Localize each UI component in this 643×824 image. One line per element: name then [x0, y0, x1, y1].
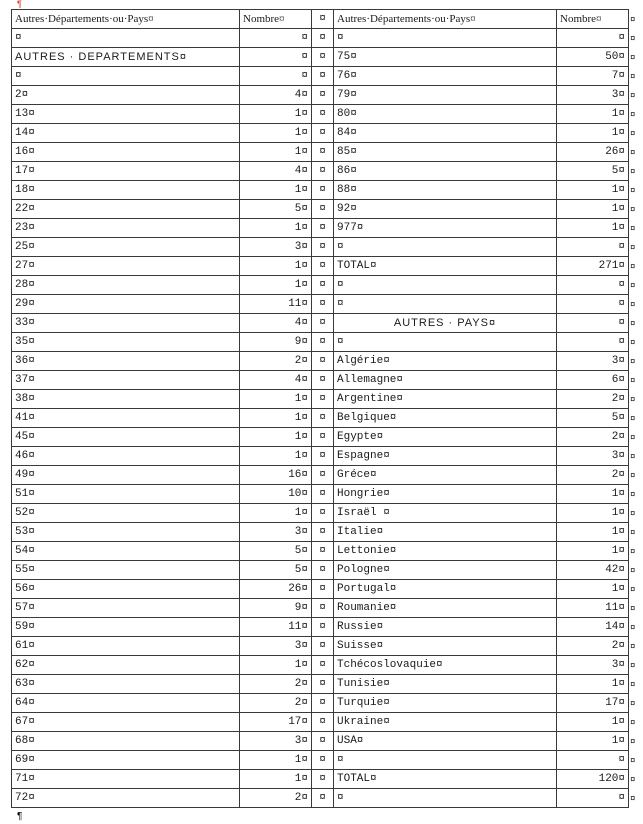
- row-end-mark: ¤: [630, 642, 636, 652]
- row-left-count: 11¤: [240, 618, 312, 637]
- row-left-count: 1¤: [240, 656, 312, 675]
- row-right-count: 1¤: [557, 485, 629, 504]
- row-right-label: Gréce¤: [334, 466, 557, 485]
- row-spacer: ¤: [312, 504, 334, 523]
- row-left-count: 11¤: [240, 295, 312, 314]
- row-left-label: 38¤: [12, 390, 240, 409]
- row-spacer: ¤: [312, 390, 334, 409]
- table-row: [12, 561, 629, 580]
- row-right-label: ¤: [334, 276, 557, 295]
- table-row: [12, 523, 629, 542]
- row-spacer: ¤: [312, 409, 334, 428]
- row-left-label: 68¤: [12, 732, 240, 751]
- row-right-count: 1¤: [557, 580, 629, 599]
- table-row: [12, 200, 629, 219]
- row-right-count: 11¤: [557, 599, 629, 618]
- row-end-mark: ¤: [630, 585, 636, 595]
- row-left-label: 13¤: [12, 105, 240, 124]
- table-row: [12, 675, 629, 694]
- row-left-label: 17¤: [12, 162, 240, 181]
- row-right-label: 79¤: [334, 86, 557, 105]
- row-left-label: 25¤: [12, 238, 240, 257]
- row-left-label: 55¤: [12, 561, 240, 580]
- row-end-mark: ¤: [630, 661, 636, 671]
- row-right-count: ¤: [557, 751, 629, 770]
- header-right-count: Nombre¤: [557, 10, 629, 29]
- row-right-count: 1¤: [557, 713, 629, 732]
- row-left-label: 56¤: [12, 580, 240, 599]
- row-spacer: ¤: [312, 428, 334, 447]
- table-row: [12, 48, 629, 67]
- row-left-count: 3¤: [240, 637, 312, 656]
- row-right-label: 85¤: [334, 143, 557, 162]
- table-row: [12, 485, 629, 504]
- row-left-label: ¤: [12, 67, 240, 86]
- table-row: [12, 542, 629, 561]
- row-left-label: 61¤: [12, 637, 240, 656]
- row-left-count: 1¤: [240, 105, 312, 124]
- row-right-count: 1¤: [557, 200, 629, 219]
- table-row: [12, 599, 629, 618]
- row-end-mark: ¤: [630, 604, 636, 614]
- row-left-label: 64¤: [12, 694, 240, 713]
- row-right-count: 2¤: [557, 637, 629, 656]
- row-end-mark: ¤: [630, 433, 636, 443]
- row-right-count: 3¤: [557, 656, 629, 675]
- row-right-count: ¤: [557, 789, 629, 808]
- row-spacer: ¤: [312, 580, 334, 599]
- row-end-mark: ¤: [630, 186, 636, 196]
- row-left-count: 1¤: [240, 143, 312, 162]
- row-left-count: 1¤: [240, 751, 312, 770]
- row-spacer: ¤: [312, 124, 334, 143]
- table-row: [12, 751, 629, 770]
- row-spacer: ¤: [312, 618, 334, 637]
- row-left-label: 62¤: [12, 656, 240, 675]
- row-end-mark: ¤: [630, 15, 636, 25]
- row-end-mark: ¤: [630, 452, 636, 462]
- row-left-count: 1¤: [240, 181, 312, 200]
- table-row: [12, 276, 629, 295]
- row-left-count: 26¤: [240, 580, 312, 599]
- row-left-label: 28¤: [12, 276, 240, 295]
- table-row: [12, 352, 629, 371]
- row-right-label: Espagne¤: [334, 447, 557, 466]
- row-left-label: ¤: [12, 29, 240, 48]
- row-end-mark: ¤: [630, 566, 636, 576]
- row-right-count: 2¤: [557, 428, 629, 447]
- row-left-count: 4¤: [240, 314, 312, 333]
- row-left-label: 72¤: [12, 789, 240, 808]
- table-row: [12, 67, 629, 86]
- row-left-count: 5¤: [240, 200, 312, 219]
- table-row: [12, 219, 629, 238]
- row-left-label: 45¤: [12, 428, 240, 447]
- row-left-count: 2¤: [240, 694, 312, 713]
- row-right-count: 3¤: [557, 352, 629, 371]
- row-right-count: 5¤: [557, 409, 629, 428]
- row-left-label: 14¤: [12, 124, 240, 143]
- row-left-count: 5¤: [240, 542, 312, 561]
- paragraph-mark-top: ¶: [17, 0, 22, 9]
- row-right-count: 7¤: [557, 67, 629, 86]
- row-right-count: ¤: [557, 276, 629, 295]
- table-row: [12, 333, 629, 352]
- row-right-label: Egypte¤: [334, 428, 557, 447]
- table-row: [12, 580, 629, 599]
- row-spacer: ¤: [312, 181, 334, 200]
- row-left-count: 3¤: [240, 523, 312, 542]
- row-right-count: 3¤: [557, 447, 629, 466]
- row-left-count: 3¤: [240, 732, 312, 751]
- row-spacer: ¤: [312, 751, 334, 770]
- table-row: [12, 409, 629, 428]
- row-spacer: ¤: [312, 86, 334, 105]
- header-left-label: Autres·Départements·ou·Pays¤: [12, 10, 240, 29]
- row-left-label: 35¤: [12, 333, 240, 352]
- row-end-mark: ¤: [630, 357, 636, 367]
- table-row: [12, 105, 629, 124]
- row-end-mark: ¤: [630, 319, 636, 329]
- row-end-mark: ¤: [630, 129, 636, 139]
- row-end-mark: ¤: [630, 794, 636, 804]
- row-spacer: ¤: [312, 599, 334, 618]
- header-row: [12, 10, 629, 29]
- row-right-label: USA¤: [334, 732, 557, 751]
- row-spacer: ¤: [312, 200, 334, 219]
- row-left-label: 2¤: [12, 86, 240, 105]
- row-left-label: 16¤: [12, 143, 240, 162]
- table-row: [12, 637, 629, 656]
- row-right-count: 26¤: [557, 143, 629, 162]
- row-left-label: 69¤: [12, 751, 240, 770]
- row-right-count: ¤: [557, 314, 629, 333]
- row-right-count: 5¤: [557, 162, 629, 181]
- row-end-mark: ¤: [630, 224, 636, 234]
- row-left-label: 41¤: [12, 409, 240, 428]
- row-right-count: ¤: [557, 238, 629, 257]
- row-end-mark: ¤: [630, 338, 636, 348]
- row-spacer: ¤: [312, 29, 334, 48]
- row-right-count: ¤: [557, 333, 629, 352]
- row-end-mark: ¤: [630, 395, 636, 405]
- row-left-count: 4¤: [240, 86, 312, 105]
- row-right-label: 92¤: [334, 200, 557, 219]
- row-spacer: ¤: [312, 67, 334, 86]
- row-right-label: TOTAL¤: [334, 257, 557, 276]
- row-end-mark: ¤: [630, 775, 636, 785]
- row-end-mark: ¤: [630, 53, 636, 63]
- row-end-mark: ¤: [630, 300, 636, 310]
- row-left-count: 10¤: [240, 485, 312, 504]
- table-row: [12, 29, 629, 48]
- table-row: [12, 447, 629, 466]
- row-spacer: ¤: [312, 656, 334, 675]
- table-row: [12, 390, 629, 409]
- row-right-label: 977¤: [334, 219, 557, 238]
- row-right-count: 1¤: [557, 504, 629, 523]
- row-right-label: TOTAL¤: [334, 770, 557, 789]
- row-left-count: 5¤: [240, 561, 312, 580]
- row-right-count: 6¤: [557, 371, 629, 390]
- table-row: [12, 732, 629, 751]
- row-left-count: 1¤: [240, 276, 312, 295]
- row-right-count: 50¤: [557, 48, 629, 67]
- row-end-mark: ¤: [630, 756, 636, 766]
- row-right-count: 1¤: [557, 675, 629, 694]
- row-left-label: 33¤: [12, 314, 240, 333]
- table-row: [12, 713, 629, 732]
- header-left-count: Nombre¤: [240, 10, 312, 29]
- row-left-label: 46¤: [12, 447, 240, 466]
- row-left-label: 54¤: [12, 542, 240, 561]
- total-count: 271¤: [557, 257, 629, 276]
- row-end-mark: ¤: [630, 110, 636, 120]
- row-left-label: 36¤: [12, 352, 240, 371]
- row-right-count: 1¤: [557, 542, 629, 561]
- table-row: [12, 86, 629, 105]
- row-right-label: Russie¤: [334, 618, 557, 637]
- row-left-count: 1¤: [240, 428, 312, 447]
- total-count: 120¤: [557, 770, 629, 789]
- row-left-label: 18¤: [12, 181, 240, 200]
- row-spacer: ¤: [312, 675, 334, 694]
- row-end-mark: ¤: [630, 414, 636, 424]
- table-row: [12, 504, 629, 523]
- row-end-mark: ¤: [630, 547, 636, 557]
- row-spacer: ¤: [312, 105, 334, 124]
- row-end-mark: ¤: [630, 528, 636, 538]
- row-left-count: 1¤: [240, 447, 312, 466]
- row-spacer: ¤: [312, 143, 334, 162]
- table-row: [12, 295, 629, 314]
- row-left-label: 27¤: [12, 257, 240, 276]
- row-spacer: ¤: [312, 48, 334, 67]
- row-left-count: 4¤: [240, 371, 312, 390]
- row-right-count: 1¤: [557, 732, 629, 751]
- row-spacer: ¤: [312, 713, 334, 732]
- row-right-label: Belgique¤: [334, 409, 557, 428]
- table-row: [12, 694, 629, 713]
- row-right-count: 14¤: [557, 618, 629, 637]
- row-right-label: Pologne¤: [334, 561, 557, 580]
- row-end-mark: ¤: [630, 243, 636, 253]
- row-right-label: ¤: [334, 789, 557, 808]
- row-left-count: 3¤: [240, 238, 312, 257]
- row-spacer: ¤: [312, 523, 334, 542]
- row-spacer: ¤: [312, 276, 334, 295]
- section-heading-departements: AUTRES · DEPARTEMENTS¤: [12, 48, 240, 67]
- row-right-count: 1¤: [557, 523, 629, 542]
- table-row: [12, 770, 629, 789]
- row-right-label: 75¤: [334, 48, 557, 67]
- row-end-mark: ¤: [630, 148, 636, 158]
- row-spacer: ¤: [312, 789, 334, 808]
- table-row: [12, 314, 629, 333]
- row-spacer: ¤: [312, 466, 334, 485]
- table-row: [12, 656, 629, 675]
- row-left-label: 57¤: [12, 599, 240, 618]
- row-spacer: ¤: [312, 295, 334, 314]
- row-left-count: 2¤: [240, 352, 312, 371]
- row-left-label: 67¤: [12, 713, 240, 732]
- row-left-count: 1¤: [240, 219, 312, 238]
- header-spacer: ¤: [312, 10, 334, 29]
- row-end-mark: ¤: [630, 699, 636, 709]
- row-spacer: ¤: [312, 238, 334, 257]
- departments-countries-table: [11, 9, 629, 808]
- row-left-count: 1¤: [240, 257, 312, 276]
- row-end-mark: ¤: [630, 205, 636, 215]
- row-right-label: ¤: [334, 29, 557, 48]
- row-right-label: 84¤: [334, 124, 557, 143]
- row-left-count: 4¤: [240, 162, 312, 181]
- row-right-label: 80¤: [334, 105, 557, 124]
- row-end-mark: ¤: [630, 718, 636, 728]
- row-left-count: 9¤: [240, 333, 312, 352]
- row-right-label: Israël ¤: [334, 504, 557, 523]
- row-left-label: 53¤: [12, 523, 240, 542]
- row-spacer: ¤: [312, 447, 334, 466]
- table-row: [12, 162, 629, 181]
- row-end-mark: ¤: [630, 509, 636, 519]
- row-right-label: ¤: [334, 751, 557, 770]
- row-left-label: 29¤: [12, 295, 240, 314]
- paragraph-mark-bottom: ¶: [17, 811, 23, 822]
- row-end-mark: ¤: [630, 262, 636, 272]
- row-end-mark: ¤: [630, 623, 636, 633]
- row-right-count: ¤: [557, 29, 629, 48]
- row-spacer: ¤: [312, 485, 334, 504]
- row-left-count: 1¤: [240, 409, 312, 428]
- row-right-label: Hongrie¤: [334, 485, 557, 504]
- table-row: [12, 124, 629, 143]
- row-left-count: 9¤: [240, 599, 312, 618]
- row-left-count: 17¤: [240, 713, 312, 732]
- section-heading-pays: AUTRES · PAYS¤: [334, 314, 557, 333]
- row-left-label: 71¤: [12, 770, 240, 789]
- row-left-label: 63¤: [12, 675, 240, 694]
- row-left-count: ¤: [240, 48, 312, 67]
- row-left-count: 1¤: [240, 770, 312, 789]
- row-right-label: Portugal¤: [334, 580, 557, 599]
- row-right-count: 1¤: [557, 181, 629, 200]
- row-end-mark: ¤: [630, 72, 636, 82]
- table-row: [12, 181, 629, 200]
- row-left-label: 59¤: [12, 618, 240, 637]
- row-left-count: 2¤: [240, 789, 312, 808]
- row-right-label: Roumanie¤: [334, 599, 557, 618]
- table-row: [12, 371, 629, 390]
- row-end-mark: ¤: [630, 737, 636, 747]
- row-right-count: 1¤: [557, 105, 629, 124]
- row-left-count: 1¤: [240, 504, 312, 523]
- row-right-count: 2¤: [557, 466, 629, 485]
- row-spacer: ¤: [312, 352, 334, 371]
- row-spacer: ¤: [312, 333, 334, 352]
- row-right-label: Tunisie¤: [334, 675, 557, 694]
- row-left-count: ¤: [240, 29, 312, 48]
- row-spacer: ¤: [312, 770, 334, 789]
- row-right-label: Argentine¤: [334, 390, 557, 409]
- row-end-mark: ¤: [630, 167, 636, 177]
- row-spacer: ¤: [312, 542, 334, 561]
- row-right-count: 1¤: [557, 124, 629, 143]
- row-right-label: Italie¤: [334, 523, 557, 542]
- header-right-label: Autres·Départements·ou·Pays¤: [334, 10, 557, 29]
- table-row: [12, 143, 629, 162]
- row-end-mark: ¤: [630, 680, 636, 690]
- table-row: [12, 618, 629, 637]
- row-spacer: ¤: [312, 257, 334, 276]
- row-left-label: 52¤: [12, 504, 240, 523]
- row-left-count: 1¤: [240, 124, 312, 143]
- row-spacer: ¤: [312, 314, 334, 333]
- row-end-mark: ¤: [630, 490, 636, 500]
- row-right-count: ¤: [557, 295, 629, 314]
- row-spacer: ¤: [312, 637, 334, 656]
- table-row: [12, 428, 629, 447]
- row-end-mark: ¤: [630, 34, 636, 44]
- row-right-label: 76¤: [334, 67, 557, 86]
- table-row: [12, 466, 629, 485]
- row-right-label: Suisse¤: [334, 637, 557, 656]
- row-left-label: 37¤: [12, 371, 240, 390]
- row-right-label: ¤: [334, 295, 557, 314]
- row-end-mark: ¤: [630, 91, 636, 101]
- row-right-label: 88¤: [334, 181, 557, 200]
- row-right-label: Turquie¤: [334, 694, 557, 713]
- table-row: [12, 238, 629, 257]
- row-end-mark: ¤: [630, 376, 636, 386]
- row-right-count: 1¤: [557, 219, 629, 238]
- row-right-label: Lettonie¤: [334, 542, 557, 561]
- row-right-label: ¤: [334, 333, 557, 352]
- row-left-count: 2¤: [240, 675, 312, 694]
- row-right-label: ¤: [334, 238, 557, 257]
- row-end-mark: ¤: [630, 281, 636, 291]
- row-spacer: ¤: [312, 561, 334, 580]
- row-spacer: ¤: [312, 162, 334, 181]
- row-left-label: 49¤: [12, 466, 240, 485]
- row-right-count: 2¤: [557, 390, 629, 409]
- row-spacer: ¤: [312, 371, 334, 390]
- table-row: [12, 789, 629, 808]
- row-right-label: 86¤: [334, 162, 557, 181]
- row-left-label: 23¤: [12, 219, 240, 238]
- row-right-count: 42¤: [557, 561, 629, 580]
- row-right-count: 17¤: [557, 694, 629, 713]
- row-left-count: 1¤: [240, 390, 312, 409]
- row-left-count: ¤: [240, 67, 312, 86]
- table-row: [12, 257, 629, 276]
- row-spacer: ¤: [312, 694, 334, 713]
- row-right-label: Tchécoslovaquie¤: [334, 656, 557, 675]
- row-right-label: Allemagne¤: [334, 371, 557, 390]
- row-left-label: 22¤: [12, 200, 240, 219]
- row-right-count: 3¤: [557, 86, 629, 105]
- row-spacer: ¤: [312, 732, 334, 751]
- row-left-count: 16¤: [240, 466, 312, 485]
- row-spacer: ¤: [312, 219, 334, 238]
- row-right-label: Ukraine¤: [334, 713, 557, 732]
- row-right-label: Algérie¤: [334, 352, 557, 371]
- row-end-mark: ¤: [630, 471, 636, 481]
- row-left-label: 51¤: [12, 485, 240, 504]
